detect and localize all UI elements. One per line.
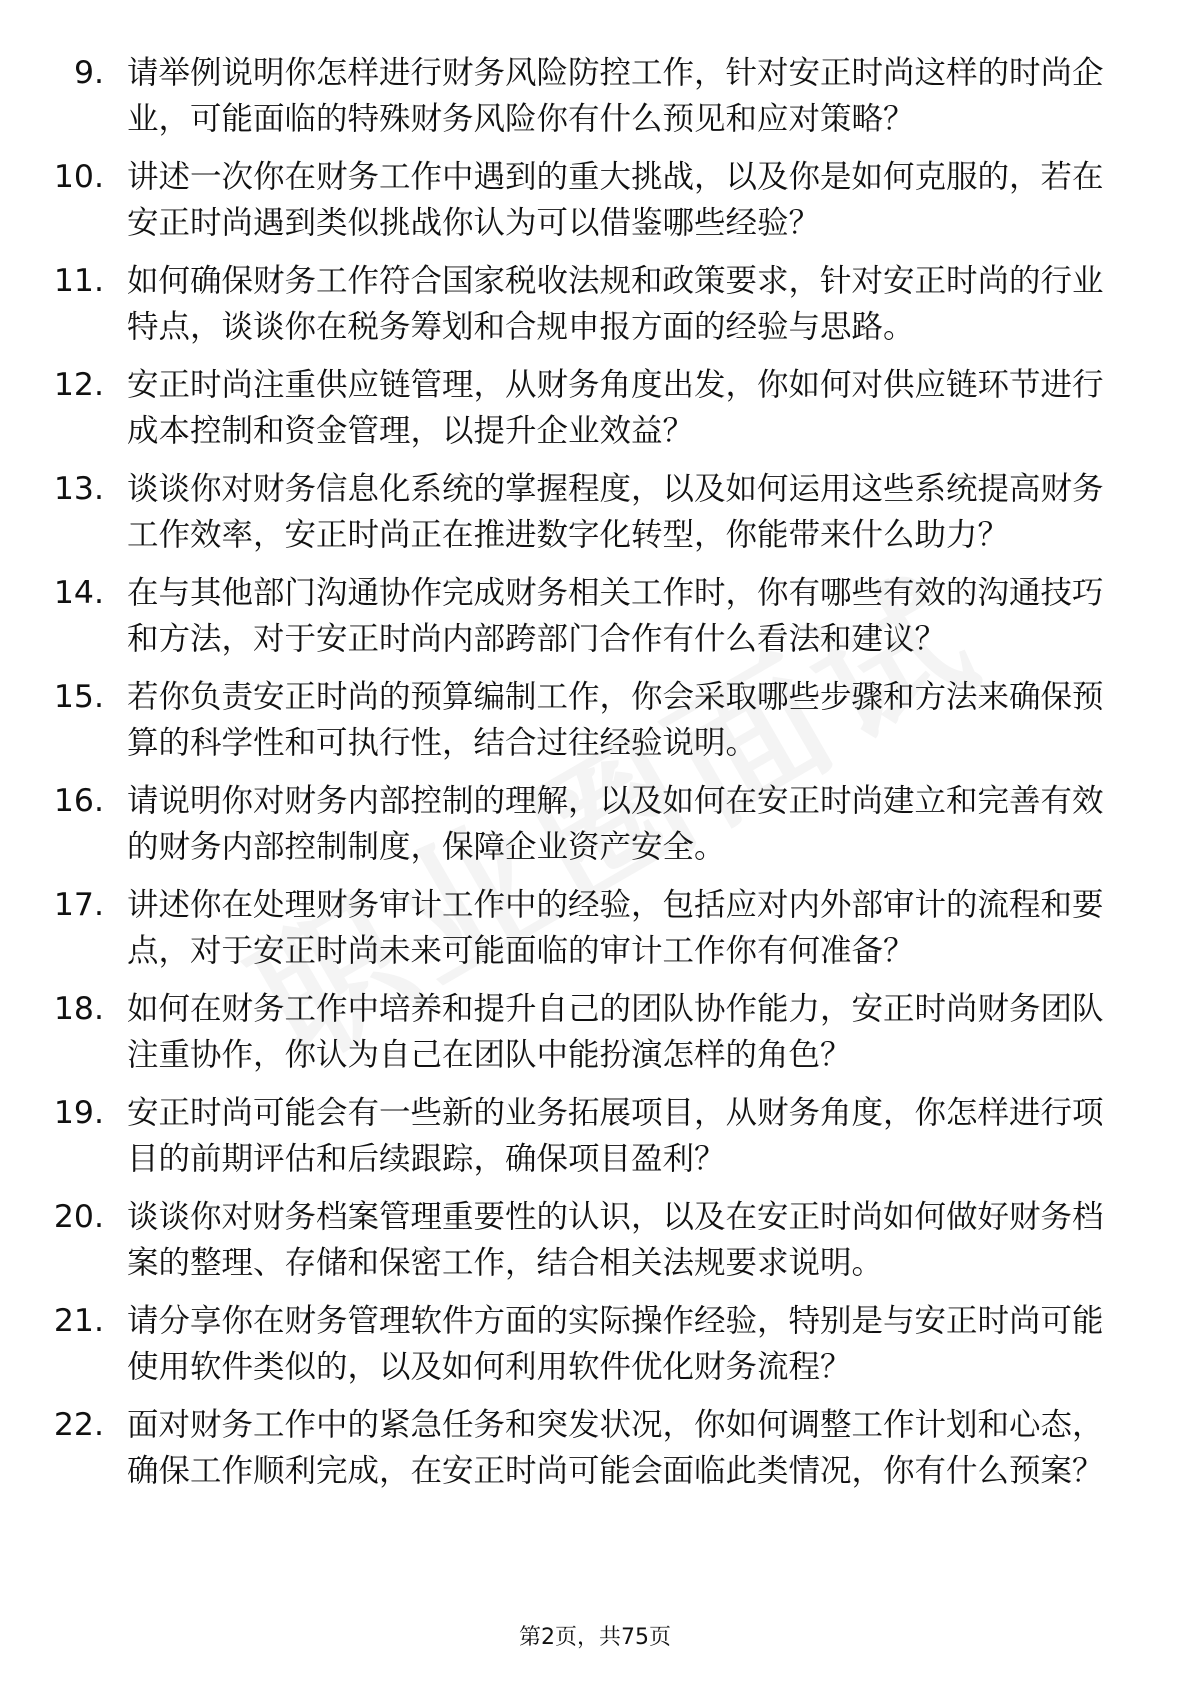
- question-number: 14.: [53, 575, 104, 611]
- question-item: [0, 258, 1107, 350]
- question-number: 12.: [53, 367, 104, 403]
- question-text: 在与其他部门沟通协作完成财务相关工作时，你有哪些有效的沟通技巧和方法，对于安正时尚内部跨部门合作有什么看法和建议？: [127, 575, 1104, 657]
- question-item: [0, 674, 1107, 766]
- question-item: [0, 1194, 1107, 1286]
- question-number: 22.: [53, 1407, 104, 1443]
- question-text: 讲述你在处理财务审计工作中的经验，包括应对内外部审计的流程和要点，对于安正时尚未来可能面临的审计工作你有何准备？: [127, 887, 1104, 969]
- question-number: 9.: [73, 55, 104, 91]
- question-item: [0, 154, 1107, 246]
- question-text: 如何在财务工作中培养和提升自己的团队协作能力，安正时尚财务团队注重协作，你认为自己在团队中能扮演怎样的角色？: [127, 991, 1104, 1073]
- question-text: 讲述一次你在财务工作中遇到的重大挑战，以及你是如何克服的，若在安正时尚遇到类似挑战你认为可以借鉴哪些经验？: [127, 159, 1104, 241]
- question-text: 请举例说明你怎样进行财务风险防控工作，针对安正时尚这样的时尚企业，可能面临的特殊财务风险你有什么预见和应对策略？: [127, 55, 1104, 137]
- question-item: [0, 362, 1107, 454]
- question-number: 10.: [53, 159, 104, 195]
- question-text: 谈谈你对财务档案管理重要性的认识，以及在安正时尚如何做好财务档案的整理、存储和保密工作，结合相关法规要求说明。: [127, 1199, 1104, 1281]
- question-item: [0, 778, 1107, 870]
- question-number: 17.: [53, 887, 104, 923]
- question-item: [0, 1298, 1107, 1390]
- question-number: 11.: [53, 263, 104, 299]
- question-item: [0, 882, 1107, 974]
- question-text: 请分享你在财务管理软件方面的实际操作经验，特别是与安正时尚可能使用软件类似的，以及如何利用软件优化财务流程？: [127, 1303, 1104, 1385]
- question-number: 21.: [53, 1303, 104, 1339]
- question-number: 18.: [53, 991, 104, 1027]
- question-text: 安正时尚注重供应链管理，从财务角度出发，你如何对供应链环节进行成本控制和资金管理，以提升企业效益？: [127, 367, 1104, 449]
- question-item: [0, 466, 1107, 558]
- question-item: [0, 1090, 1107, 1182]
- question-number: 13.: [53, 471, 104, 507]
- question-text: 若你负责安正时尚的预算编制工作，你会采取哪些步骤和方法来确保预算的科学性和可执行性，结合过往经验说明。: [127, 679, 1104, 761]
- question-text: 安正时尚可能会有一些新的业务拓展项目，从财务角度，你怎样进行项目的前期评估和后续跟踪，确保项目盈利？: [127, 1095, 1104, 1177]
- question-item: [0, 570, 1107, 662]
- question-text: 请说明你对财务内部控制的理解，以及如何在安正时尚建立和完善有效的财务内部控制制度，保障企业资产安全。: [127, 783, 1104, 865]
- question-text: 谈谈你对财务信息化系统的掌握程度，以及如何运用这些系统提高财务工作效率，安正时尚正在推进数字化转型，你能带来什么助力？: [127, 471, 1104, 553]
- page-footer: 第2页，共75页: [519, 1625, 671, 1650]
- question-number: 20.: [53, 1199, 104, 1235]
- question-list: [0, 50, 1190, 1506]
- question-text: 面对财务工作中的紧急任务和突发状况，你如何调整工作计划和心态，确保工作顺利完成，在安正时尚可能会面临此类情况，你有什么预案？: [127, 1407, 1104, 1489]
- question-number: 15.: [53, 679, 104, 715]
- question-number: 19.: [53, 1095, 104, 1131]
- question-number: 16.: [53, 783, 104, 819]
- question-item: [0, 1402, 1107, 1494]
- question-item: [0, 50, 1107, 142]
- question-text: 如何确保财务工作符合国家税收法规和政策要求，针对安正时尚的行业特点，谈谈你在税务筹划和合规申报方面的经验与思路。: [127, 263, 1104, 345]
- question-item: [0, 986, 1107, 1078]
